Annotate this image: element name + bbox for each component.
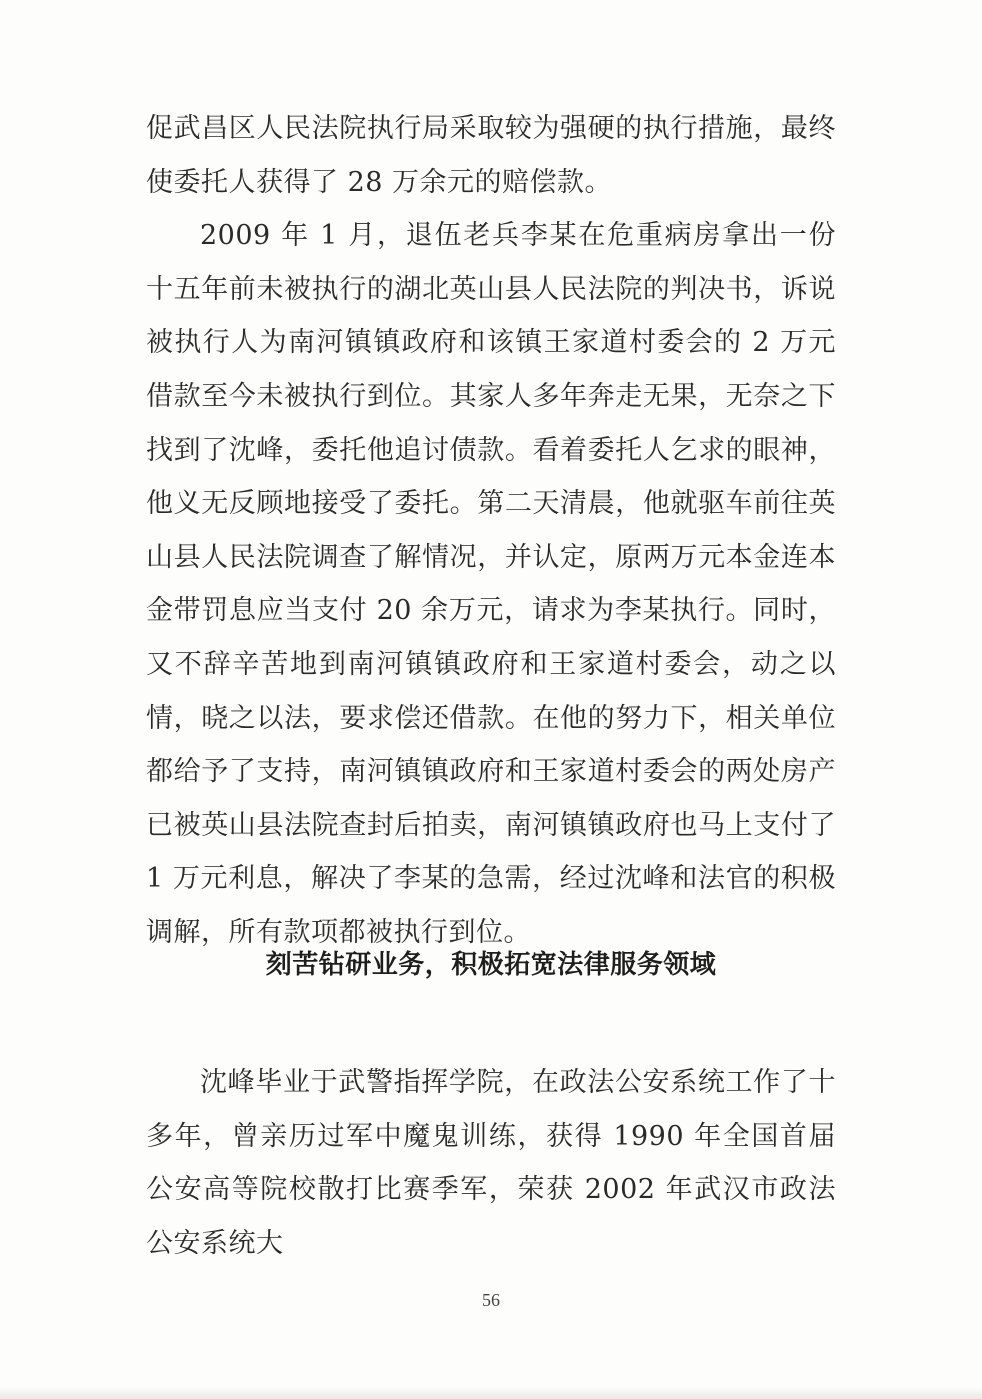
paragraph-case-2009: 2009 年 1 月，退伍老兵李某在危重病房拿出一份十五年前未被执行的湖北英山县人民法院的判决书，诉说被执行人为南河镇镇政府和该镇王家道村委会的 2 万元借款至今未被执行到位。其家人多年奔走无果，无奈之下找到了沈峰，委托他追讨债款。看着委托人乞求的眼神，他义无反顾地接受了委托。第二天清晨，他就驱车前往英山县人民法院调查了解情况，并认定，原两万元本金连本金带罚息应当支付 20 余万元，请求为李某执行。同时，又不辞辛苦地到南河镇镇政府和王家道村委会，动之以情，晓之以法，要求偿还借款。在他的努力下，相关单位都给予了支持，南河镇镇政府和王家道村委会的两处房产已被英山县法院查封后拍卖，南河镇镇政府也马上支付了 1 万元利息，解决了李某的急需，经过沈峰和法官的积极调解，所有款项都被执行到位。 <box>146 220 836 948</box>
body-text <box>146 102 836 960</box>
paragraph-continued: 促武昌区人民法院执行局采取较为强硬的执行措施，最终使委托人获得了 28 万余元的赔偿款。 <box>146 113 836 198</box>
section-heading: 刻苦钻研业务，积极拓宽法律服务领域 <box>265 950 717 980</box>
scan-edge <box>0 1387 982 1399</box>
section-body <box>146 1056 836 1270</box>
page-number: 56 <box>482 1290 500 1310</box>
paragraph-biography: 沈峰毕业于武警指挥学院，在政法公安系统工作了十多年，曾亲历过军中魔鬼训练，获得 1990 年全国首届公安高等院校散打比赛季军，荣获 2002 年武汉市政法公安系统大 <box>146 1067 836 1259</box>
